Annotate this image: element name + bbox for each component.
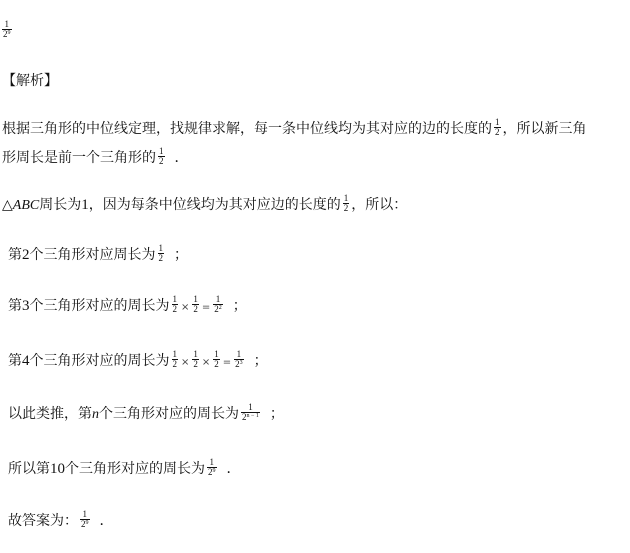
triangle-statement — [2, 194, 407, 215]
statement-text: ，所以： — [351, 197, 408, 213]
equals-sign: = — [222, 357, 232, 368]
statement-text: ，因为每条中位线均为其对应边的长度的 — [88, 197, 341, 213]
times-sign: × — [201, 357, 211, 368]
half-fraction: $\frac{1}{2}$ — [214, 348, 219, 369]
triangle-symbol: △ — [2, 197, 13, 213]
result-fraction: $\frac{1}{2^2}$ — [214, 293, 222, 314]
answer-top-fraction — [2, 20, 12, 39]
equals-sign: = — [201, 302, 211, 313]
statement-text: 周长为 — [39, 197, 82, 213]
step-3: 第3个三角形对应的周长为 $\frac{1}{2}$ × $\frac{1}{2}$ = $\frac{1}{2^2}$ ； — [8, 293, 247, 314]
result-fraction: $\frac{1}{2^9}$ — [208, 456, 216, 477]
half-fraction: $\frac{1}{2}$ — [159, 145, 164, 166]
explanation-text: ，所以新三角 — [502, 121, 587, 137]
step-number: 3 — [22, 298, 30, 314]
times-sign: × — [181, 302, 190, 313]
half-fraction: $\frac{1}{2}$ — [172, 293, 177, 314]
variable-n: n — [92, 407, 99, 422]
result-fraction: $\frac{1}{2^3}$ — [235, 348, 243, 369]
step-2: 第2个三角形对应周长为 $\frac{1}{2}$ ； — [8, 242, 188, 263]
explanation-text: 形周长是前一个三角形的 — [2, 150, 156, 166]
step-number: 10 — [50, 461, 65, 477]
half-fraction: $\frac{1}{2}$ — [343, 192, 349, 213]
perimeter-value: 1 — [81, 197, 89, 213]
fraction-numerator: 1 — [4, 19, 9, 29]
step-n: 以此类推，第n个三角形对应的周长为 $\frac{1}{2^{n - 1}}$ ； — [8, 401, 284, 422]
explanation-line-2 — [2, 147, 189, 168]
half-fraction: $\frac{1}{2}$ — [158, 242, 163, 263]
section-header: 【解析】 — [2, 73, 58, 89]
result-fraction: $\frac{1}{2^9}$ — [81, 508, 89, 529]
explanation-line-1 — [2, 118, 587, 139]
final-answer: 故答案为： $\frac{1}{2^9}$ ． — [8, 508, 114, 529]
half-fraction: $\frac{1}{2}$ — [193, 348, 198, 369]
explanation-text: 根据三角形的中位线定理，找规律求解，每一条中位线均为其对应的边的长度的 — [2, 121, 492, 137]
step-10: 所以第10个三角形对应的周长为 $\frac{1}{2^9}$ ． — [8, 456, 241, 477]
half-fraction: $\frac{1}{2}$ — [495, 116, 500, 137]
times-sign: × — [181, 357, 190, 368]
answer-top — [0, 19, 14, 41]
step-number: 4 — [22, 353, 30, 369]
fraction-denominator: $2^9$ — [3, 29, 11, 39]
step-4: 第4个三角形对应的周长为 $\frac{1}{2}$ × $\frac{1}{2}$ × $\frac{1}{2}$ = $\frac{1}{2^3}$ ； — [8, 348, 268, 369]
triangle-name: ABC — [12, 198, 40, 213]
half-fraction: $\frac{1}{2}$ — [172, 348, 177, 369]
period: ． — [174, 150, 189, 166]
result-fraction: $\frac{1}{2^{n - 1}}$ — [242, 401, 259, 422]
half-fraction: $\frac{1}{2}$ — [193, 293, 198, 314]
step-number: 2 — [22, 247, 30, 263]
